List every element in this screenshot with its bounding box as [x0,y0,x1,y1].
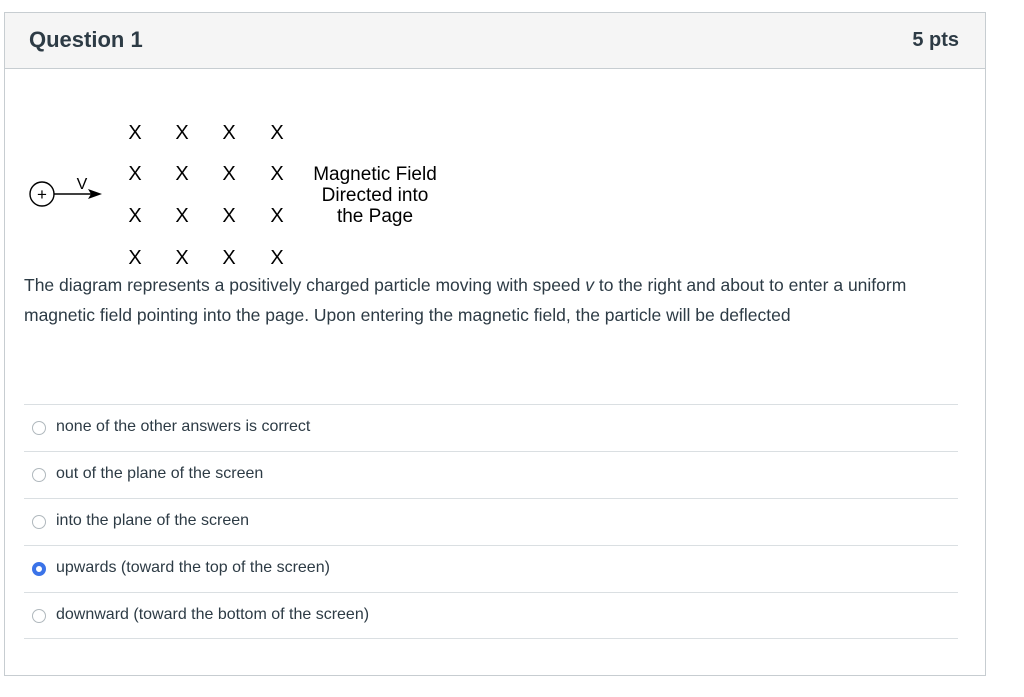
answer-label: upwards (toward the top of the screen) [56,559,330,576]
field-mark: X [128,163,142,185]
field-mark: X [175,205,189,227]
answer-option[interactable] [24,451,958,498]
field-label-line-2: Directed into [321,185,429,206]
magnetic-field-diagram [22,100,482,270]
speed-variable: v [585,275,595,295]
answer-label: downward (toward the bottom of the screen) [56,606,370,623]
answer-option[interactable] [24,592,958,639]
velocity-label: V [76,176,88,193]
answer-option[interactable] [24,498,958,545]
charge-symbol: + [37,185,47,204]
question-text-part-2: to the right and about to enter a uniform magnetic field pointing into the page. Upon entering the magnetic field, the particle will be deflected [24,275,907,325]
field-mark: X [128,205,142,227]
radio-button[interactable] [32,609,46,623]
question-text-part-1: The diagram represents a positively charged particle moving with speed [24,275,586,295]
question-text [24,270,964,330]
question-header [5,13,985,69]
radio-button[interactable] [32,468,46,482]
field-mark: X [222,247,236,269]
question-points: 5 pts [912,29,959,51]
radio-button-selected[interactable] [32,562,46,576]
field-mark: X [128,122,142,144]
answer-option[interactable] [24,404,958,451]
field-mark: X [175,122,189,144]
answer-label: into the plane of the screen [56,512,250,529]
field-mark: X [128,247,142,269]
field-mark: X [222,163,236,185]
answer-option-selected[interactable] [24,545,958,592]
field-mark: X [222,205,236,227]
field-label-line-3: the Page [336,206,414,227]
field-label-line-1: Magnetic Field [313,164,437,185]
field-mark: X [270,247,284,269]
radio-button[interactable] [32,515,46,529]
field-mark: X [270,122,284,144]
field-mark: X [175,163,189,185]
diagram-svg [22,100,482,270]
field-mark: X [175,247,189,269]
field-mark: X [270,163,284,185]
answer-label: out of the plane of the screen [56,465,264,482]
field-mark: X [222,122,236,144]
answer-label: none of the other answers is correct [56,418,311,435]
radio-button[interactable] [32,421,46,435]
answer-list [24,404,958,639]
field-mark: X [270,205,284,227]
question-title: Question 1 [29,27,143,52]
